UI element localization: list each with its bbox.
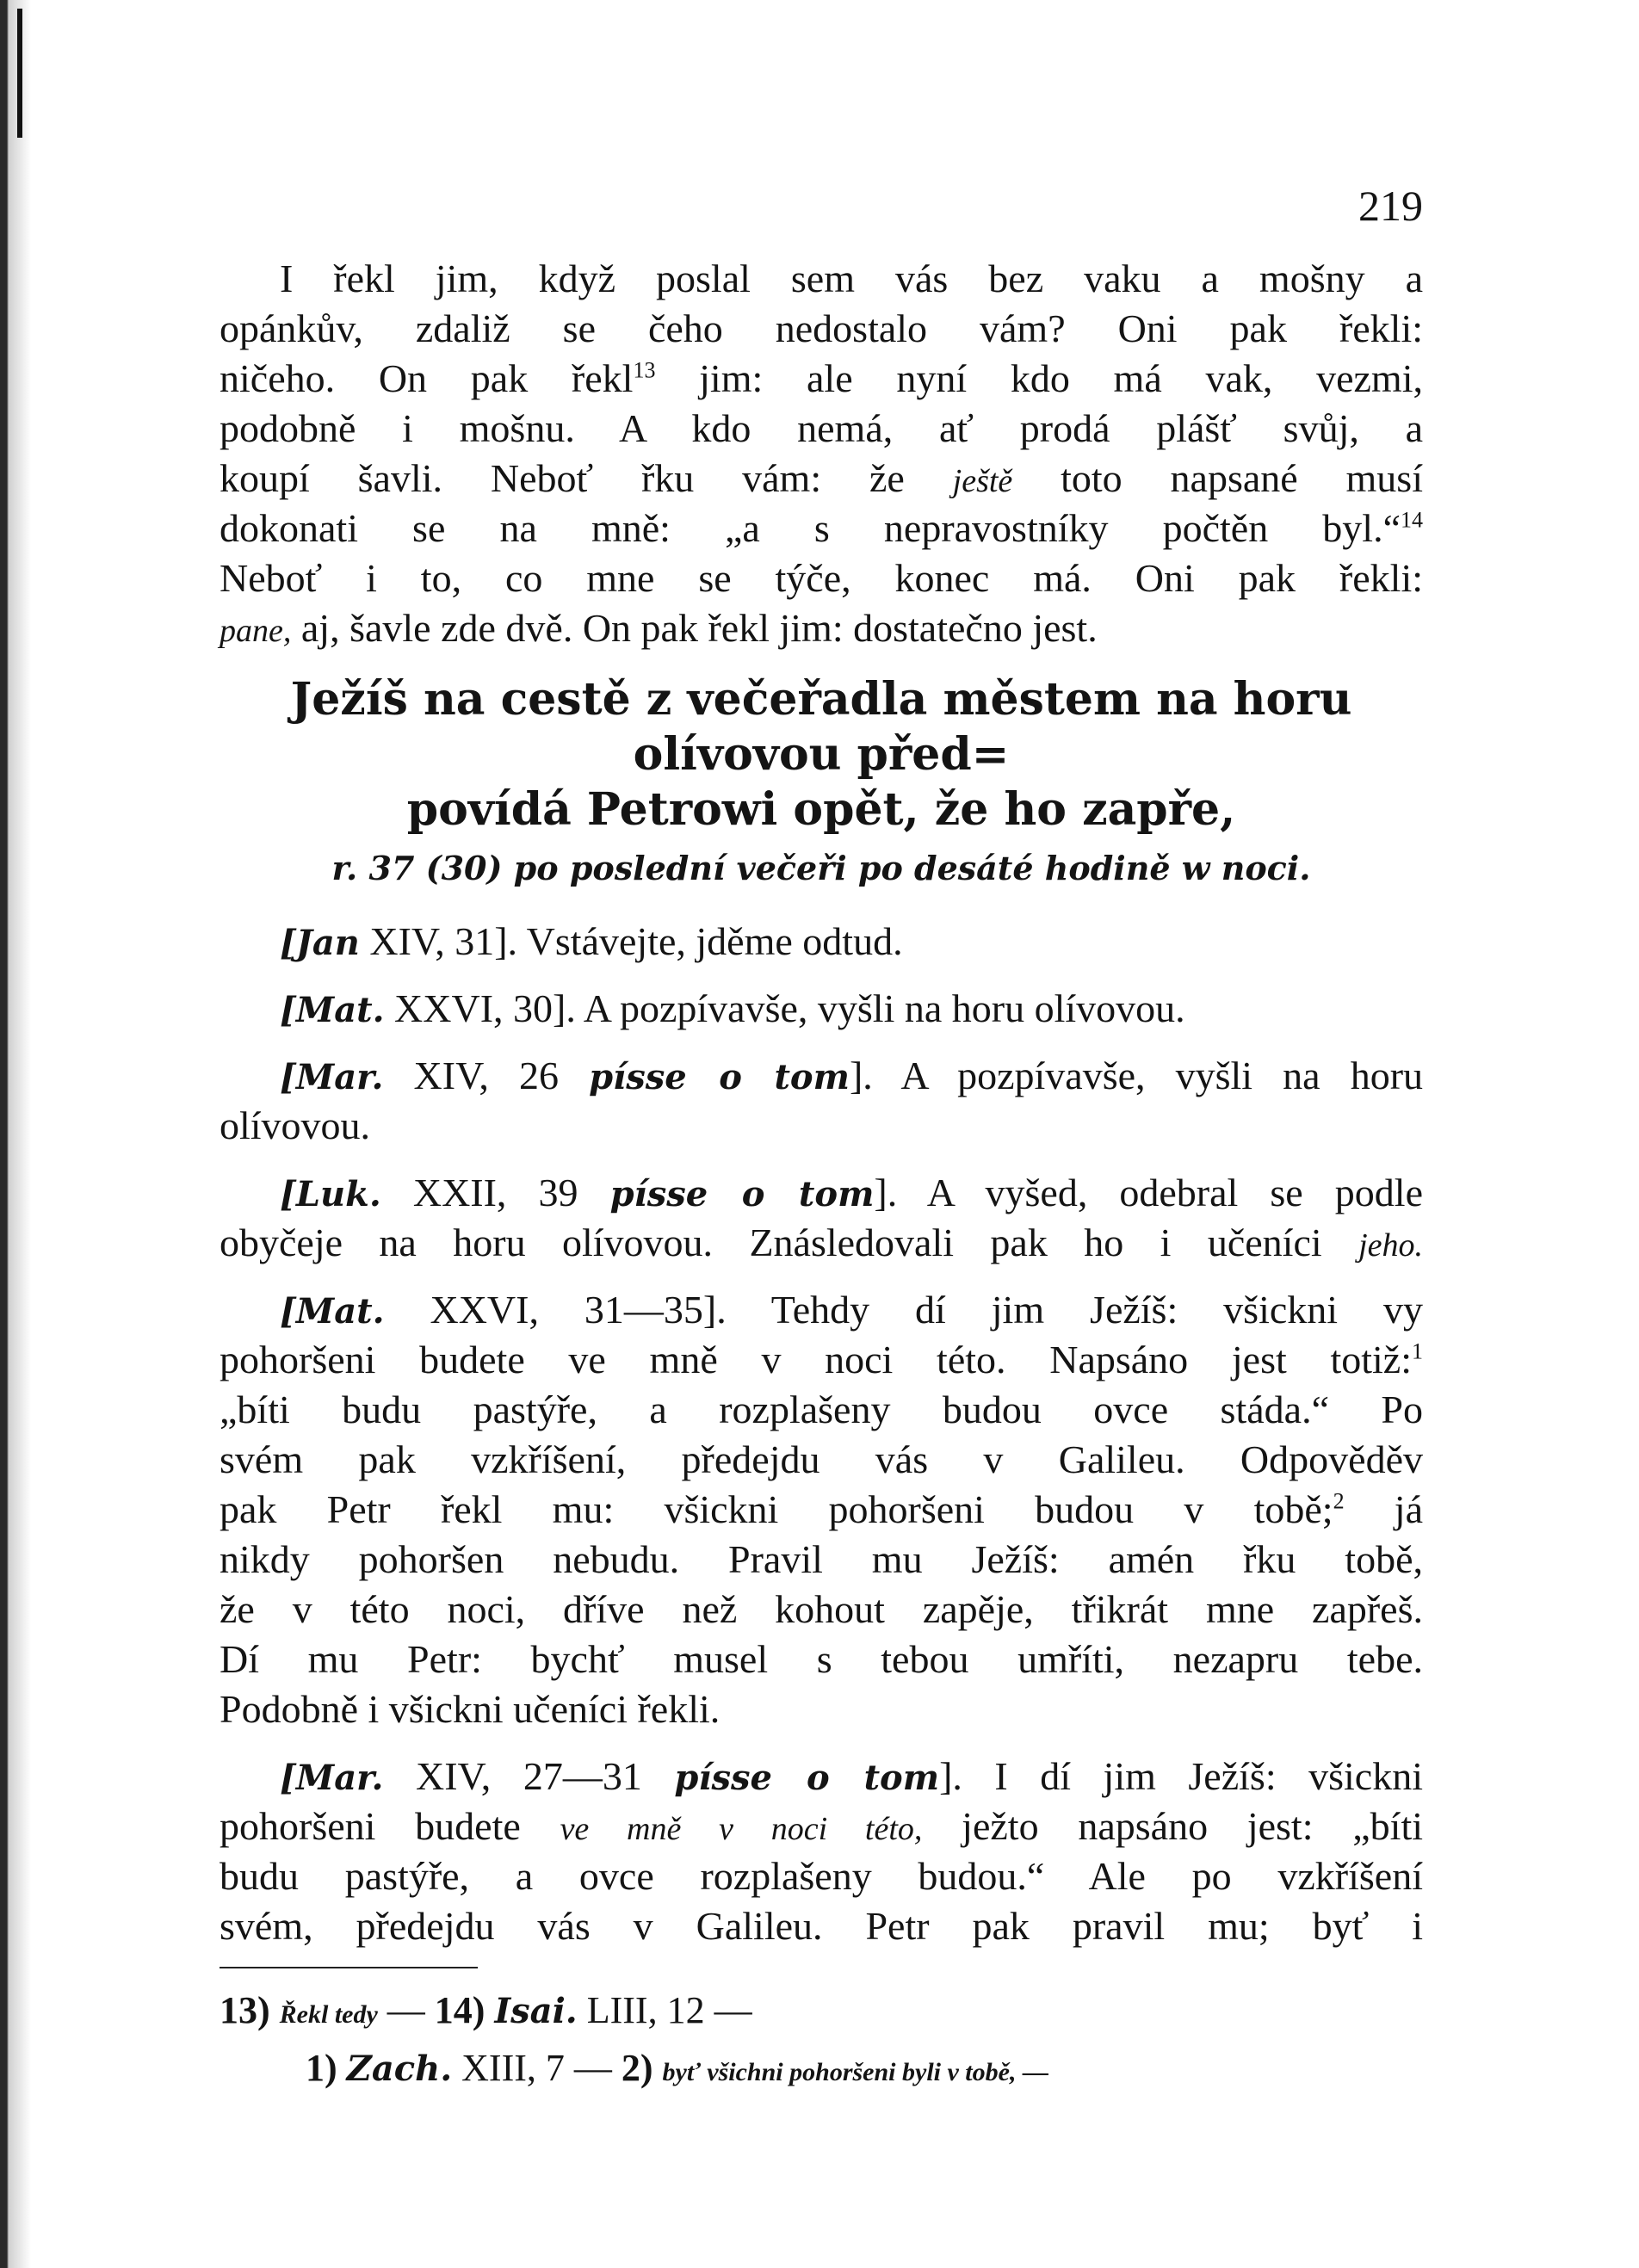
footnote-text: Řekl tedy <box>279 2000 378 2029</box>
text-line <box>220 404 1423 454</box>
ref-book: [Mat. <box>280 990 385 1030</box>
footnote-text: byť všichni pohoršeni byli v tobě, — <box>662 2058 1048 2086</box>
scan-left-edge <box>0 0 31 2268</box>
text-span: XIV, 26 <box>383 1054 590 1097</box>
text-span: „bíti budu pastýře, a rozplašeny budou ovce stáda.“ Po <box>220 1387 1423 1431</box>
text-span: XIV, 27—31 <box>383 1754 675 1798</box>
footnote-marker: 13 <box>633 357 656 383</box>
text-line <box>220 1684 1423 1734</box>
text-span: svém pak vzkříšení, předejdu vás v Galileu. Odpověděv <box>220 1437 1423 1481</box>
text-span: Dí mu Petr: bychť musel s tebou umříti, nezapru tebe. <box>220 1637 1423 1681</box>
text-span: podobně i mošnu. A kdo nemá, ať prodá plášť svůj, a <box>220 406 1423 450</box>
fraktur-note: písse o tom <box>589 1057 850 1097</box>
text-span: — <box>377 1989 435 2031</box>
footnote-number: 2) <box>621 2047 653 2089</box>
footnote-line-1 <box>220 1984 1423 2042</box>
text-line <box>220 1851 1423 1901</box>
text-line <box>220 603 1423 653</box>
text-line <box>220 1901 1423 1951</box>
ref-mar-2 <box>220 1752 1423 1801</box>
text-span: obyčeje na horu olívovou. Znásledovali pak ho i učeníci <box>220 1221 1359 1264</box>
text-line <box>220 1801 1423 1851</box>
footnote-marker: 2 <box>1333 1488 1345 1514</box>
text-span: toto napsané musí <box>1012 456 1423 500</box>
ref-book: [Jan <box>280 923 360 963</box>
text-span: LIII, 12 — <box>577 1989 752 2031</box>
text-line <box>220 1385 1423 1435</box>
spacer <box>220 1151 1423 1168</box>
text-span: dokonati se na mně: „a s nepravostníky počtěn byl.“ <box>220 506 1401 550</box>
fraktur-note: písse o tom <box>674 1758 940 1798</box>
text-span: ]. A vyšed, odebral se podle <box>874 1171 1423 1214</box>
text-span: XXII, 39 <box>380 1171 610 1214</box>
section-heading-line1: Ježíš na cestě z večeřadla městem na horu olívovou před= <box>290 673 1352 781</box>
footnotes <box>220 1984 1423 2099</box>
italic-text: ještě <box>952 463 1013 499</box>
footnote-marker: 14 <box>1401 507 1423 533</box>
text-span: budu pastýře, a ovce rozplašeny budou.“ Ale po vzkříšení <box>220 1854 1423 1898</box>
text-span: ]. A pozpívavše, vyšli na horu <box>849 1054 1424 1097</box>
text-span: pohoršeni budete <box>220 1804 560 1848</box>
ref-luk <box>220 1168 1423 1218</box>
text-span: I řekl jim, když poslal sem vás bez vaku a mošny a <box>280 256 1423 300</box>
section-subheading: r. 37 (30) po poslední večeři po desáté hodině w noci. <box>331 849 1311 887</box>
spacer <box>220 1734 1423 1752</box>
text-span: že v této noci, dříve než kohout zapěje, třikrát mne zapřeš. <box>220 1587 1423 1631</box>
ref-book: [Mat. <box>280 1291 385 1332</box>
text-span: já <box>1344 1487 1423 1531</box>
text-span: XXVI, 30]. A pozpívavše, vyšli na horu olívovou. <box>384 986 1185 1030</box>
text-span: nikdy pohoršen nebudu. Pravil mu Ježíš: amén řku tobě, <box>220 1537 1423 1581</box>
text-line <box>220 354 1423 404</box>
text-span: ničeho. On pak řekl <box>220 356 634 400</box>
text-line <box>220 1218 1423 1268</box>
section-heading-line2: povídá Petrowi opět, že ho zapře, <box>406 783 1236 836</box>
spacer <box>220 1034 1423 1051</box>
ref-book: Zach. <box>346 2049 453 2089</box>
text-span: ]. I dí jim Ježíš: všickni <box>939 1754 1423 1798</box>
italic-text: ve mně v noci této, <box>560 1811 923 1847</box>
text-line <box>220 1101 1423 1151</box>
ref-mat <box>220 984 1423 1034</box>
scan-mark <box>17 9 22 138</box>
spacer <box>220 1268 1423 1285</box>
footnote-rule <box>220 1967 478 1968</box>
text-span: jim: ale nyní kdo má vak, vezmi, <box>655 356 1423 400</box>
text-line <box>220 304 1423 354</box>
text-line <box>220 504 1423 553</box>
ref-book: Isai. <box>494 1991 578 2031</box>
text-span: pak Petr řekl mu: všickni pohoršeni budou v tobě; <box>220 1487 1333 1531</box>
fraktur-note: písse o tom <box>609 1174 875 1214</box>
text-span: koupí šavli. Neboť řku vám: že <box>220 456 953 500</box>
text-line <box>220 454 1423 504</box>
text-line <box>220 1635 1423 1684</box>
footnote-number: 13) <box>220 1989 270 2031</box>
text-span: Podobně i všickni učeníci řekli. <box>220 1687 721 1731</box>
footnote-line-2 <box>220 2042 1423 2099</box>
text-line <box>220 254 1423 304</box>
text-span: Neboť i to, co mne se týče, konec má. Oni pak řekli: <box>220 556 1423 600</box>
text-span: ježto napsáno jest: „bíti <box>922 1804 1424 1848</box>
ref-book: [Luk. <box>280 1174 381 1214</box>
italic-text: jeho. <box>1358 1227 1423 1264</box>
text-span: pohoršeni budete ve mně v noci této. Napsáno jest totiž: <box>220 1338 1412 1381</box>
text-line <box>220 1335 1423 1385</box>
footnote-number: 14) <box>434 1989 486 2031</box>
text-span: XIII, 7 — <box>452 2047 622 2089</box>
italic-text: pane, <box>220 613 292 649</box>
text-line <box>220 1585 1423 1635</box>
page-number: 219 <box>1358 182 1423 230</box>
text-span: aj, šavle zde dvě. On pak řekl jim: dostatečno jest. <box>291 606 1098 650</box>
ref-mar <box>220 1051 1423 1101</box>
text-line <box>220 1435 1423 1485</box>
ref-mat-2 <box>220 1285 1423 1335</box>
text-span: XIV, 31]. Vstávejte, jděme odtud. <box>359 919 903 963</box>
ref-jan <box>220 917 1423 967</box>
footnote-number: 1) <box>306 2047 337 2089</box>
footnote-marker: 1 <box>1412 1338 1423 1364</box>
spacer <box>220 967 1423 984</box>
ref-book: [Mar. <box>280 1758 384 1798</box>
text-span: svém, předejdu vás v Galileu. Petr pak pravil mu; byť i <box>220 1904 1423 1948</box>
ref-book: [Mar. <box>280 1057 384 1097</box>
page-body <box>220 254 1423 1951</box>
text-line <box>220 553 1423 603</box>
text-line <box>220 1485 1423 1535</box>
text-line <box>220 1535 1423 1585</box>
text-span: XXVI, 31—35]. Tehdy dí jim Ježíš: všickni vy <box>384 1288 1423 1332</box>
text-span: opánkův, zdaliž se čeho nedostalo vám? Oni pak řekli: <box>220 306 1423 350</box>
text-span: olívovou. <box>220 1103 371 1147</box>
